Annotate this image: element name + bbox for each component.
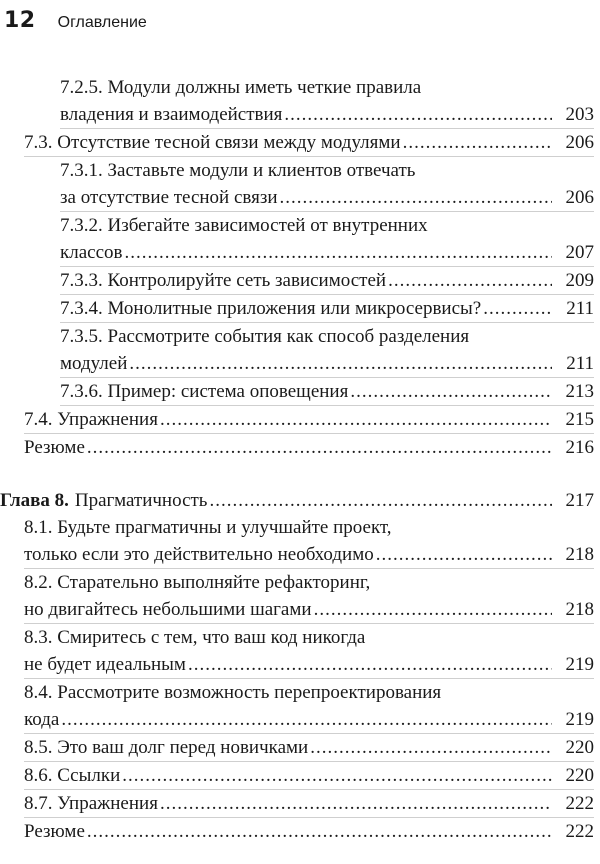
leader-dots <box>188 651 552 678</box>
leader-dots <box>388 267 552 294</box>
toc-entry-title: 7.3. Отсутствие тесной связи между модулями <box>24 132 401 153</box>
toc-page-number: 220 <box>565 765 594 786</box>
toc-entry-7-3[interactable] <box>24 129 594 157</box>
running-title: Оглавление <box>57 14 147 31</box>
toc-page-number: 219 <box>565 654 594 675</box>
leader-dots <box>124 239 552 266</box>
toc-entry-title: 7.3.4. Монолитные приложения или микросервисы? <box>60 298 482 319</box>
toc-page-number: 219 <box>565 709 594 730</box>
toc-page-number: 218 <box>565 599 594 620</box>
toc-entry-title-cont: не будет идеальным <box>24 654 186 675</box>
toc-entry-title: 8.7. Упражнения <box>24 793 158 814</box>
toc-entry-title: 8.2. Старательно выполняйте рефакторинг, <box>24 572 371 593</box>
toc-entry-7-3-4[interactable] <box>60 295 594 323</box>
toc-entry-7-3-6[interactable] <box>60 378 594 406</box>
toc-entry-title: 8.4. Рассмотрите возможность перепроектирования <box>24 682 442 703</box>
toc-entry-title: 7.3.1. Заставьте модули и клиентов отвечать <box>60 160 416 181</box>
toc-page-number: 207 <box>565 242 594 263</box>
leader-dots <box>129 350 552 377</box>
toc-page-number: 218 <box>565 544 594 565</box>
toc-entry-title: 7.3.5. Рассмотрите события как способ разделения <box>60 326 470 347</box>
toc-entry-8-1[interactable] <box>24 514 594 569</box>
toc-page-number: 203 <box>565 104 594 125</box>
toc-entry-7-3-5[interactable] <box>60 323 594 378</box>
toc-page-number: 217 <box>565 490 594 511</box>
leader-dots <box>403 129 552 156</box>
toc-entry-7-3-2[interactable] <box>60 212 594 267</box>
toc-entry-7-4[interactable] <box>24 406 594 434</box>
leader-dots <box>160 790 552 817</box>
toc-page-number: 206 <box>565 132 594 153</box>
leader-dots <box>122 762 552 789</box>
toc-page-number: 222 <box>565 821 594 842</box>
toc-entry-title: 7.4. Упражнения <box>24 409 158 430</box>
toc-entry-title-cont: только если это действительно необходимо <box>24 544 374 565</box>
toc-entry-title: Резюме <box>24 437 85 458</box>
toc-entry-8-5[interactable] <box>24 734 594 762</box>
leader-dots <box>87 818 552 845</box>
toc-entry-8-2[interactable] <box>24 569 594 624</box>
toc-page-number: 213 <box>565 381 594 402</box>
toc-page-number: 215 <box>565 409 594 430</box>
toc-entry-title-cont: классов <box>60 242 123 263</box>
toc-entry-title: 7.3.2. Избегайте зависимостей от внутренних <box>60 215 428 236</box>
toc-page-number: 220 <box>565 737 594 758</box>
toc-page-number: 211 <box>566 298 594 319</box>
toc-entry-title: Резюме <box>24 821 85 842</box>
toc-entry-title: Прагматичность <box>74 490 208 511</box>
toc-entry-title: 8.3. Смиритесь с тем, что ваш код никогда <box>24 627 366 648</box>
page-number: 12 <box>4 8 36 33</box>
toc-entry-8-3[interactable] <box>24 624 594 679</box>
toc-entry-7-2-5[interactable] <box>60 74 594 129</box>
leader-dots <box>284 101 552 128</box>
leader-dots <box>209 487 552 514</box>
toc-entry-title: 8.5. Это ваш долг перед новичками <box>24 737 309 758</box>
toc-entry-summary-8[interactable] <box>24 818 594 845</box>
leader-dots <box>376 541 552 568</box>
toc-entry-title-cont: кода <box>24 709 60 730</box>
toc-entry-summary-7[interactable] <box>24 434 594 461</box>
toc-entry-title-cont: модулей <box>60 353 128 374</box>
leader-dots <box>314 596 552 623</box>
toc-entry-8-7[interactable] <box>24 790 594 818</box>
toc-entry-title: 8.6. Ссылки <box>24 765 121 786</box>
toc-entry-8-6[interactable] <box>24 762 594 790</box>
toc-entry-title-cont: владения и взаимодействия <box>60 104 283 125</box>
leader-dots <box>350 378 552 405</box>
leader-dots <box>483 295 552 322</box>
toc-page-number: 206 <box>565 187 594 208</box>
page-header <box>4 8 147 38</box>
leader-dots <box>310 734 552 761</box>
toc-entry-title: 8.1. Будьте прагматичны и улучшайте проект, <box>24 517 392 538</box>
leader-dots <box>280 184 552 211</box>
toc-entry-title: 7.3.6. Пример: система оповещения <box>60 381 349 402</box>
toc-page-number: 211 <box>566 353 594 374</box>
toc-entry-7-3-3[interactable] <box>60 267 594 295</box>
leader-dots <box>61 706 552 733</box>
leader-dots <box>160 406 552 433</box>
toc-entry-title: 7.2.5. Модули должны иметь четкие правила <box>60 77 422 98</box>
toc-entry-title-cont: но двигайтесь небольшими шагами <box>24 599 312 620</box>
toc-entry-title: 7.3.3. Контролируйте сеть зависимостей <box>60 270 387 291</box>
toc-page-number: 209 <box>565 270 594 291</box>
chapter-label: Глава 8. <box>0 490 69 511</box>
toc-entry-8-4[interactable] <box>24 679 594 734</box>
table-of-contents <box>0 74 600 845</box>
toc-entry-chapter-8[interactable] <box>0 487 594 514</box>
toc-entry-7-3-1[interactable] <box>60 157 594 212</box>
toc-entry-title-cont: за отсутствие тесной связи <box>60 187 278 208</box>
toc-page-number: 222 <box>565 793 594 814</box>
toc-page-number: 216 <box>565 437 594 458</box>
leader-dots <box>87 434 552 461</box>
